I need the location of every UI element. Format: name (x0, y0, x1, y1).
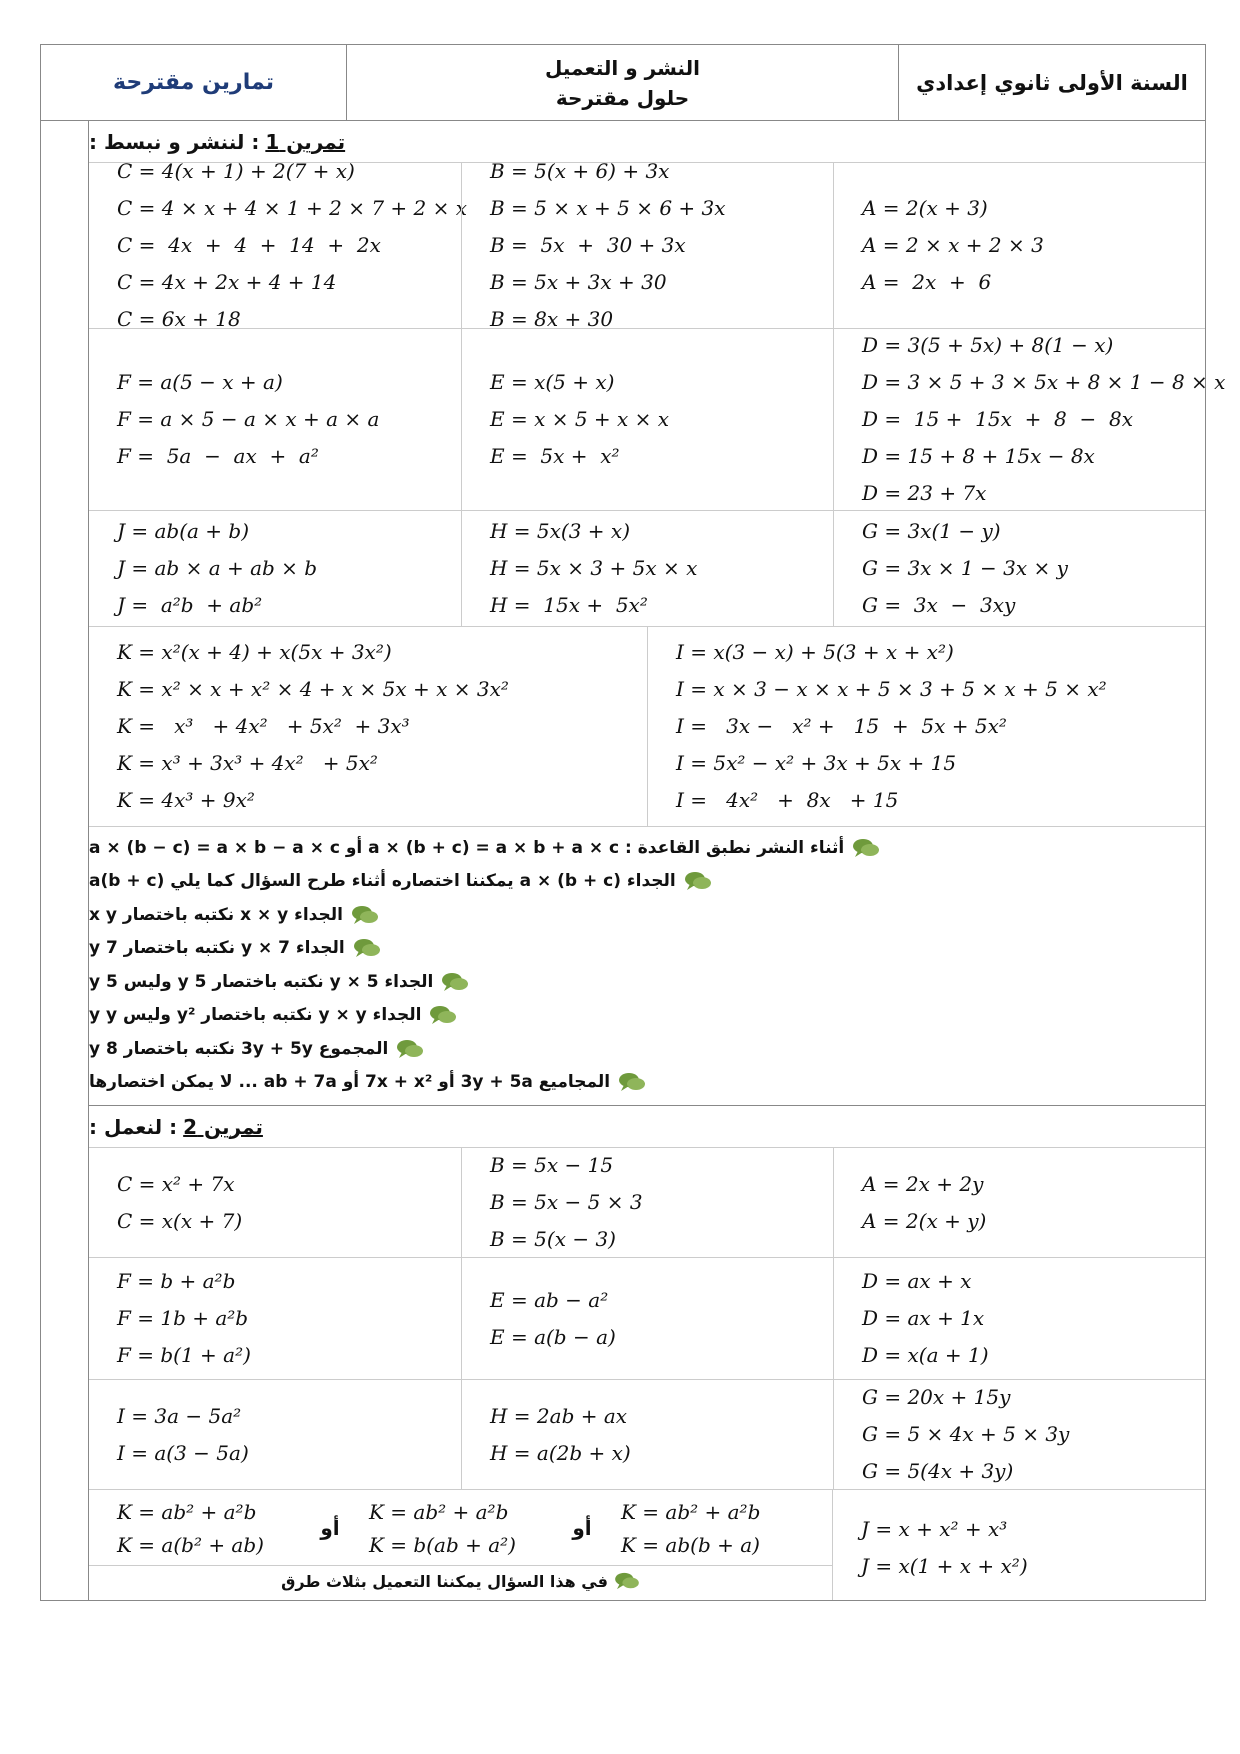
equation-line: G = 5(4x + 3y) (862, 1459, 1014, 1483)
equation-line: F = b + a²b (117, 1269, 236, 1293)
exercise1-row4 (89, 627, 1205, 827)
ex2-cell-J (833, 1490, 1205, 1600)
equation-line: I = 5x² − x² + 3x + 5x + 15 (676, 751, 957, 775)
equation-line: K = ab(b + a) (621, 1533, 760, 1557)
equation-line: G = 5 × 4x + 5 × 3y (862, 1422, 1070, 1446)
equation-line: B = 5x − 15 (490, 1153, 614, 1177)
ex2-cell-D (833, 1258, 1205, 1379)
exercise2-title (89, 1106, 1205, 1148)
speech-bubble-icon (684, 870, 712, 892)
equation-line: H = 2ab + ax (490, 1403, 628, 1428)
ex1-cell-K (89, 627, 647, 826)
equation-line: D = 15 + 15x + 8 − 8x (862, 407, 1133, 431)
equation-line: I = 3a − 5a² (117, 1403, 242, 1428)
equation-line: D = x(a + 1) (862, 1343, 989, 1367)
equation-line: B = 5(x + 6) + 3x (490, 159, 670, 183)
note-item (89, 898, 1195, 932)
equation-line: F = 1b + a²b (117, 1306, 249, 1330)
equation-line: C = 4x + 2x + 4 + 14 (117, 270, 337, 294)
equation-line: K = a(b² + ab) (117, 1533, 264, 1557)
ex2-cell-H (461, 1380, 833, 1489)
exercise2-row2 (89, 1258, 1205, 1380)
ex1-cell-B (461, 159, 833, 331)
equation-line: J = x(1 + x + x²) (861, 1554, 1028, 1578)
equation-line: F = a × 5 − a × x + a × a (117, 407, 380, 431)
equation-line: C = 6x + 18 (117, 307, 241, 331)
note-item (89, 965, 1195, 999)
speech-bubble-icon (353, 937, 381, 959)
equation-line: G = 3x − 3xy (862, 593, 1016, 617)
equation-line: B = 5(x − 3) (490, 1227, 616, 1251)
speech-bubble-icon (614, 1571, 640, 1591)
ex1-cell-A (833, 163, 1205, 328)
exercise2-row1 (89, 1148, 1205, 1258)
equation-line: E = a(b − a) (490, 1324, 616, 1349)
equation-line: J = x + x² + x³ (861, 1517, 1008, 1541)
ex2-cell-C (89, 1148, 461, 1257)
equation-line: I = a(3 − 5a) (117, 1440, 249, 1465)
note-item (89, 831, 1195, 865)
equation-line: B = 5 × x + 5 × 6 + 3x (490, 196, 726, 220)
ex1-cell-F (89, 329, 461, 510)
method-1 (89, 1490, 319, 1565)
equation-line: A = 2x + 2y (862, 1171, 984, 1196)
method-3 (593, 1490, 823, 1565)
note-text: أثناء النشر نطبق القاعدة : a × (b + c) = a × b + a × c أو a × (b − c) = a × b − a × c (89, 837, 845, 858)
note-text: الجداء y × 5 نكتبه باختصار 5 y وليس y 5 (89, 971, 434, 992)
equation-line: K = ab² + a²b (369, 1500, 509, 1524)
exercise2-row3 (89, 1380, 1205, 1490)
or-label: أو (572, 1515, 592, 1540)
header-left-label: تمارين مقترحة (41, 45, 347, 120)
equation-line: C = x² + 7x (117, 1171, 235, 1196)
equation-line: H = 15x + 5x² (490, 593, 648, 617)
ex1-cell-H (461, 511, 833, 626)
equation-line: F = a(5 − x + a) (117, 370, 283, 394)
equation-line: D = 15 + 8 + 15x − 8x (862, 444, 1095, 468)
note-item (89, 1066, 1195, 1100)
equation-line: D = 3(5 + 5x) + 8(1 − x) (862, 333, 1114, 357)
equation-line: I = x × 3 − x × x + 5 × 3 + 5 × x + 5 × x² (676, 677, 1107, 701)
speech-bubble-icon (441, 971, 469, 993)
equation-line: A = 2(x + 3) (862, 196, 988, 220)
note-text: المجاميع 3y + 5a أو 7x + x² أو ab + 7a ... لا يمكن اختصارها (89, 1072, 611, 1093)
ex1-cell-C (89, 159, 467, 331)
header-middle-title: النشر و التعميل (545, 55, 700, 80)
equation-line: D = ax + x (862, 1269, 972, 1293)
equation-line: K = ab² + a²b (621, 1500, 761, 1524)
note-text: الجداء y × y نكتبه باختصار y² وليس y y (89, 1005, 422, 1026)
exercise1-row3 (89, 511, 1205, 627)
equation-line: J = ab(a + b) (117, 519, 250, 543)
exercise1-notes (89, 827, 1205, 1106)
method-2 (341, 1490, 571, 1565)
ex1-cell-I (647, 627, 1205, 826)
equation-line: J = ab × a + ab × b (117, 556, 318, 580)
equation-line: B = 5x − 5 × 3 (490, 1190, 643, 1214)
equation-line: E = ab − a² (490, 1287, 609, 1312)
note-item (89, 865, 1195, 899)
equation-line: C = 4x + 4 + 14 + 2x (117, 233, 381, 257)
ex2-cell-F (89, 1258, 461, 1379)
header-grade-label: السنة الأولى ثانوي إعدادي (916, 70, 1188, 95)
equation-line: E = x × 5 + x × x (490, 407, 670, 431)
equation-line: A = 2(x + y) (862, 1208, 987, 1233)
equation-line: K = x³ + 4x² + 5x² + 3x³ (117, 714, 410, 738)
ex2-cell-K (89, 1490, 833, 1600)
header (41, 45, 1205, 121)
equation-line: E = 5x + x² (490, 444, 620, 468)
note-item (89, 1032, 1195, 1066)
equation-line: K = x²(x + 4) + x(5x + 3x²) (117, 640, 392, 664)
note-text: في هذا السؤال يمكننا التعميل بثلاث طرق (281, 1571, 608, 1591)
equation-line: D = 3 × 5 + 3 × 5x + 8 × 1 − 8 × x (862, 370, 1226, 394)
exercise1-row1 (89, 159, 1205, 331)
equation-line: H = 5x × 3 + 5x × x (490, 556, 698, 580)
exercise1-row2 (89, 329, 1226, 511)
exercise2-instruction: : لنعمل : (89, 1114, 178, 1139)
equation-line: K = ab² + a²b (117, 1500, 257, 1524)
equation-line: C = x(x + 7) (117, 1208, 243, 1233)
speech-bubble-icon (396, 1038, 424, 1060)
equation-line: B = 5x + 30 + 3x (490, 233, 686, 257)
ex2-cell-I (89, 1380, 461, 1489)
note-item (89, 999, 1195, 1033)
margin-column (41, 121, 89, 1600)
header-title (347, 45, 899, 120)
equation-line: D = 23 + 7x (862, 481, 987, 505)
equation-line: F = 5a − ax + a² (117, 444, 319, 468)
equation-line: I = 3x − x² + 15 + 5x + 5x² (676, 714, 1007, 738)
exercise1-instruction: : لننشر و نبسط : (89, 129, 260, 154)
worksheet (40, 44, 1226, 1601)
equation-line: I = x(3 − x) + 5(3 + x + x²) (676, 640, 954, 664)
equation-line: H = a(2b + x) (490, 1440, 631, 1465)
equation-line: K = b(ab + a²) (369, 1533, 516, 1557)
ex2-note (89, 1566, 832, 1596)
equation-line: G = 3x(1 − y) (862, 519, 1001, 543)
equation-line: B = 8x + 30 (490, 307, 614, 331)
note-text: الجداء a × (b + c) يمكننا اختصاره أثناء طرح السؤال كما يلي a(b + c) (89, 871, 676, 892)
equation-line: K = x³ + 3x³ + 4x² + 5x² (117, 751, 378, 775)
equation-line: J = a²b + ab² (117, 593, 263, 617)
speech-bubble-icon (852, 837, 880, 859)
equation-line: E = x(5 + x) (490, 370, 615, 394)
note-text: الجداء x × y نكتبه باختصار x y (89, 904, 343, 925)
equation-line: F = b(1 + a²) (117, 1343, 251, 1367)
speech-bubble-icon (429, 1004, 457, 1026)
exercise1-number: تمرين 1 (265, 129, 346, 154)
equation-line: K = 4x³ + 9x² (117, 788, 255, 812)
ex2-cell-A (833, 1148, 1205, 1257)
factorization-methods (89, 1490, 832, 1566)
note-text: الجداء 7 × y نكتبه باختصار 7 y (89, 938, 345, 959)
equation-line: H = 5x(3 + x) (490, 519, 630, 543)
equation-line: K = x² × x + x² × 4 + x × 5x + x × 3x² (117, 677, 509, 701)
equation-line: G = 20x + 15y (862, 1385, 1011, 1409)
equation-line: A = 2x + 6 (862, 270, 992, 294)
speech-bubble-icon (618, 1071, 646, 1093)
equation-line: A = 2 × x + 2 × 3 (862, 233, 1044, 257)
ex1-cell-E (461, 329, 833, 510)
or-label: أو (320, 1515, 340, 1540)
equation-line: C = 4(x + 1) + 2(7 + x) (117, 159, 355, 183)
ex1-cell-G (833, 511, 1205, 626)
speech-bubble-icon (351, 904, 379, 926)
equation-line: G = 3x × 1 − 3x × y (862, 556, 1068, 580)
note-item (89, 932, 1195, 966)
equation-line: D = ax + 1x (862, 1306, 985, 1330)
ex1-cell-D (833, 329, 1226, 510)
equation-line: B = 5x + 3x + 30 (490, 270, 667, 294)
ex2-cell-B (461, 1148, 833, 1257)
equation-line: I = 4x² + 8x + 15 (676, 788, 899, 812)
ex2-cell-E (461, 1258, 833, 1379)
header-middle-subtitle: حلول مقترحة (555, 85, 690, 110)
ex1-cell-J (89, 511, 461, 626)
exercise2-number: تمرين 2 (183, 1114, 263, 1139)
exercise2-row4 (89, 1490, 1205, 1600)
ex2-cell-G (833, 1380, 1205, 1489)
equation-line: C = 4 × x + 4 × 1 + 2 × 7 + 2 × x (117, 196, 467, 220)
note-text: المجموع 3y + 5y نكتبه باختصار 8 y (89, 1038, 389, 1059)
